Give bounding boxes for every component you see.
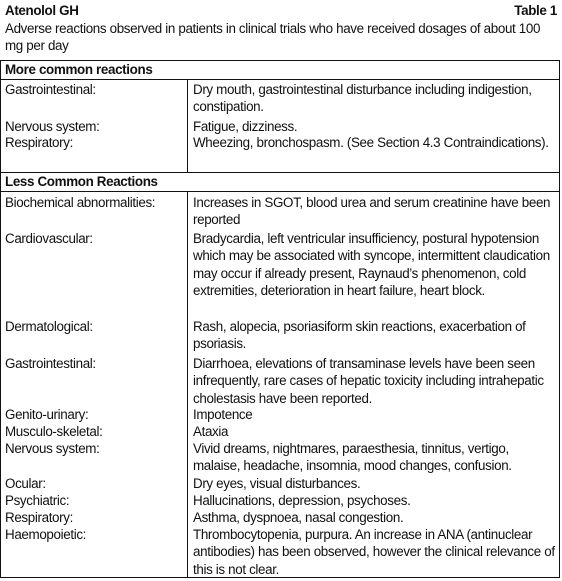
row-text: Impotence <box>193 407 253 422</box>
row-text: Vivid dreams, nightmares, paraesthesia, tinnitus, vertigo, malaise, headache, insomnia, mood changes, confusion. <box>193 441 512 474</box>
row-category: Ocular: <box>5 476 46 491</box>
column-divider <box>187 80 188 172</box>
row-text: Dry mouth, gastrointestinal disturbance including indigestion, constipation. <box>193 82 532 115</box>
row-text: Bradycardia, left ventricular insufficiency, postural hypotension which may be associated with syncope, intermittent claudication may occur if already present, Raynaud’s phenomenon, cold extremities, deterioration in heart failure, heart block. <box>193 231 550 299</box>
row-text: Rash, alopecia, psoriasiform skin reactions, exacerbation of psoriasis. <box>193 319 526 352</box>
row-text: Asthma, dyspnoea, nasal congestion. <box>193 510 404 525</box>
section-divider <box>1 79 559 80</box>
row-category: Psychiatric: <box>5 493 70 508</box>
row-category: Dermatological: <box>5 319 93 334</box>
row-text: Wheezing, bronchospasm. (See Section 4.3 Contraindications). <box>193 135 549 150</box>
row-text: Thrombocytopenia, purpura. An increase in ANA (antinuclear antibodies) has been observed, however the clinical relevance of this is not clear. <box>193 527 555 577</box>
row-category: Nervous system: <box>5 119 100 134</box>
row-category: Gastrointestinal: <box>5 82 96 97</box>
adverse-reactions-table <box>0 60 560 578</box>
row-category: Cardiovascular: <box>5 231 93 246</box>
table-description: Adverse reactions observed in patients in clinical trials who have received dosages of about 100 mg per day <box>5 21 541 54</box>
section-title-less-common: Less Common Reactions <box>5 174 158 189</box>
table-title: Atenolol GH <box>5 3 79 18</box>
row-category: Haemopoietic: <box>5 527 87 542</box>
column-divider <box>187 192 188 578</box>
row-text: Dry eyes, visual disturbances. <box>193 476 361 491</box>
section-divider <box>1 191 559 192</box>
row-category: Respiratory: <box>5 510 73 525</box>
table-number: Table 1 <box>514 3 557 18</box>
row-text: Fatigue, dizziness. <box>193 119 298 134</box>
section-title-more-common: More common reactions <box>5 62 153 77</box>
row-category: Nervous system: <box>5 441 100 456</box>
row-category: Musculo-skeletal: <box>5 424 103 439</box>
row-category: Gastrointestinal: <box>5 356 96 371</box>
row-text: Hallucinations, depression, psychoses. <box>193 493 411 508</box>
table-header <box>5 2 557 20</box>
row-category: Respiratory: <box>5 135 73 150</box>
row-text: Ataxia <box>193 424 229 439</box>
row-text: Diarrhoea, elevations of transaminase levels have been seen infrequently, rare cases of hepatic toxicity including intrahepatic cholestasis have been reported. <box>193 356 544 406</box>
row-category: Biochemical abnormalities: <box>5 195 156 210</box>
row-text: Increases in SGOT, blood urea and serum creatinine have been reported <box>193 195 551 228</box>
row-category: Genito-urinary: <box>5 407 89 422</box>
